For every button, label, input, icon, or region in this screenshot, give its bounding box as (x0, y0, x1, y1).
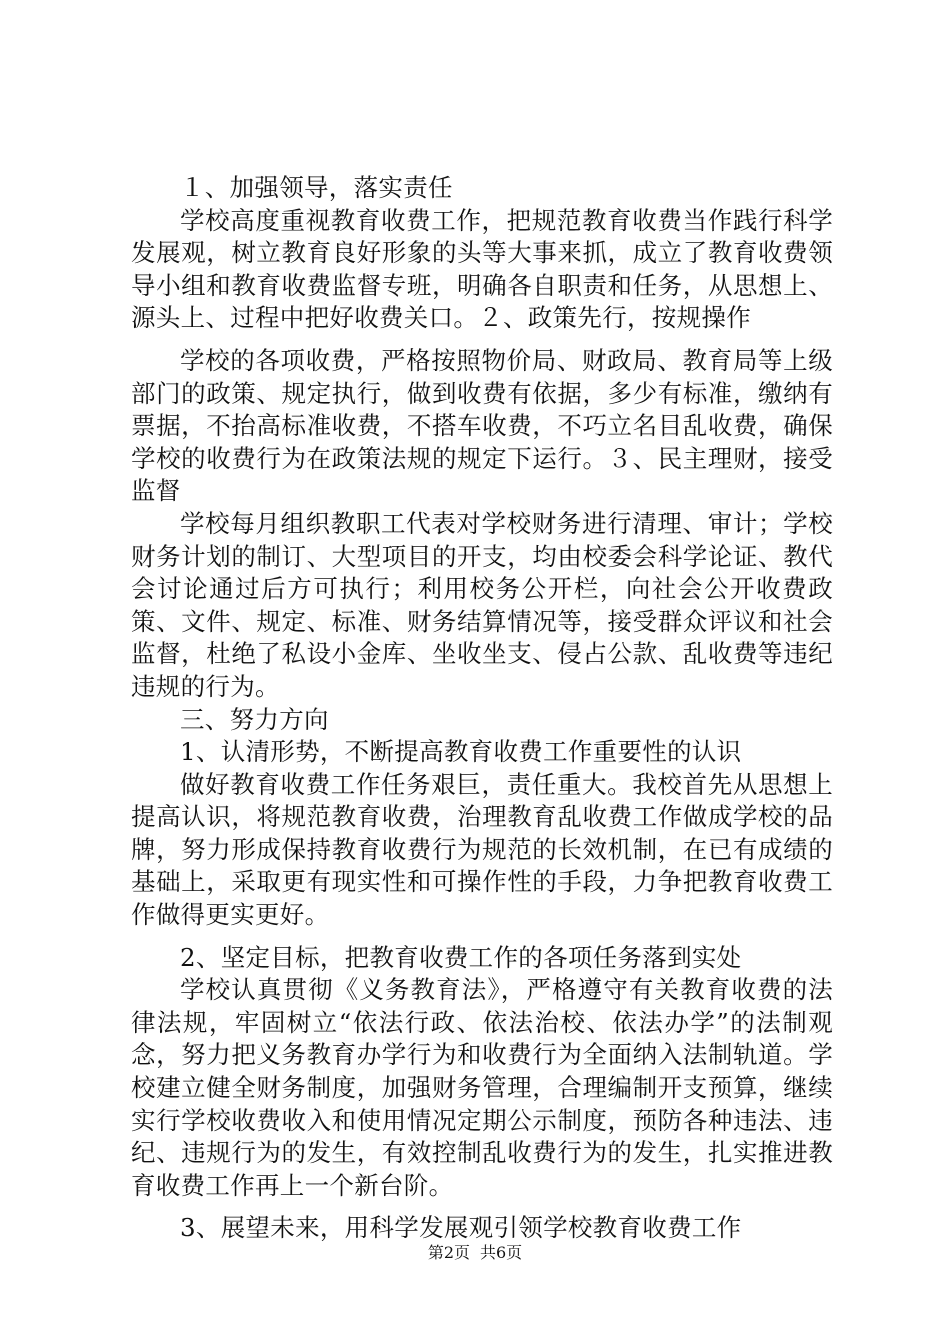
paragraph: 学校认真贯彻《义务教育法》，严格遵守有关教育收费的法律法规，牢固树立“依法行政、依法治校、依法办学”的法制观念，努力把义务教育办学行为和收费行为全面纳入法制轨道。学校建立健全财务制度，加强财务管理，合理编制开支预算，继续实行学校收费收入和使用情况定期公示制度，预防各种违法、违纪、违规行为的发生，有效控制乱收费行为的发生，扎实推进教育收费工作再上一个新台阶。 (131, 975, 833, 1200)
subsection-heading: 1、认清形势，不断提高教育收费工作重要性的认识 (180, 737, 742, 767)
page-total: 共6页 (480, 1243, 523, 1262)
paragraph: 学校高度重视教育收费工作，把规范教育收费当作践行科学发展观，树立教育良好形象的头等大事来抓，成立了教育收费领导小组和教育收费监督专班，明确各自职责和任务，从思想上、源头上、过程中把好收费关口。２、政策先行，按规操作 (131, 205, 833, 333)
page-number: 第2页 (427, 1243, 470, 1262)
paragraph: 做好教育收费工作任务艰巨，责任重大。我校首先从思想上提高认识，将规范教育收费，治理教育乱收费工作做成学校的品牌，努力形成保持教育收费行为规范的长效机制，在已有成绩的基础上，采取更有现实性和可操作性的手段，力争把教育收费工作做得更实更好。 (131, 769, 833, 930)
page-footer (0, 1243, 950, 1263)
section-heading: １、加强领导，落实责任 (180, 173, 453, 202)
paragraph: 学校每月组织教职工代表对学校财务进行清理、审计；学校财务计划的制订、大型项目的开支，均由校委会科学论证、教代会讨论通过后方可执行；利用校务公开栏，向社会公开收费政策、文件、规定、标准、财务结算情况等，接受群众评议和社会监督，杜绝了私设小金库、坐收坐支、侵占公款、乱收费等违纪违规的行为。 (131, 508, 833, 701)
document-body (131, 172, 833, 1245)
subsection-heading: 2、坚定目标，把教育收费工作的各项任务落到实处 (180, 942, 742, 972)
subsection-heading: 3、展望未来，用科学发展观引领学校教育收费工作 (180, 1213, 742, 1243)
section-heading: 三、努力方向 (180, 704, 329, 734)
paragraph: 学校的各项收费，严格按照物价局、财政局、教育局等上级部门的政策、规定执行，做到收费有依据，多少有标准，缴纳有票据，不抬高标准收费，不搭车收费，不巧立名目乱收费，确保学校的收费行为在政策法规的规定下运行。３、民主理财，接受监督 (131, 345, 833, 506)
